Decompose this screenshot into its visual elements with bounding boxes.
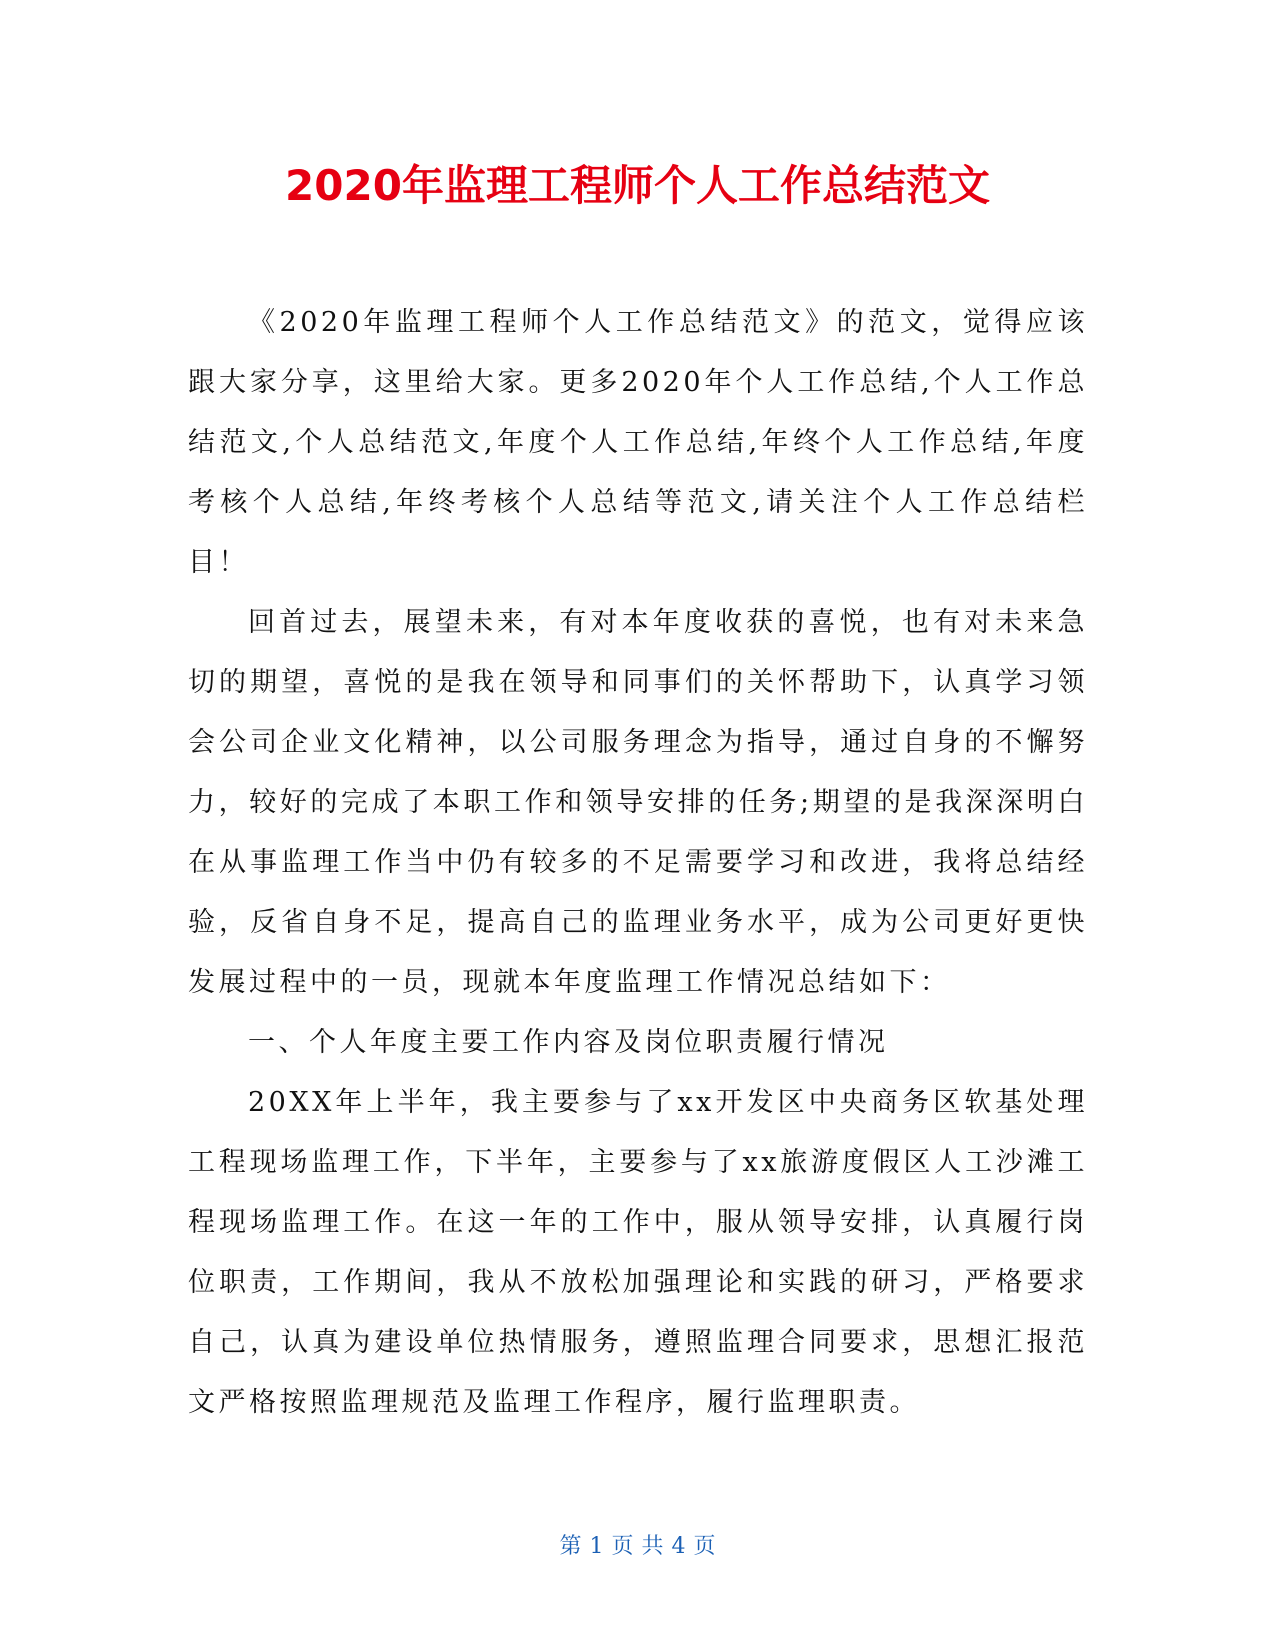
footer-page-suffix: 页 <box>693 1534 716 1559</box>
footer-page-mid: 页 <box>611 1534 634 1559</box>
paragraph-review: 回首过去，展望未来，有对本年度收获的喜悦，也有对未来急切的期望，喜悦的是我在领导和同事们的关怀帮助下，认真学习领会公司企业文化精神，以公司服务理念为指导，通过自身的不懈努力，较好的完成了本职工作和领导安排的任务;期望的是我深深明白在从事监理工作当中仍有较多的不足需要学习和改进，我将总结经验，反省自身不足，提高自己的监理业务水平，成为公司更好更快发展过程中的一员，现就本年度监理工作情况总结如下： <box>188 607 1088 998</box>
footer-total-label: 共 <box>641 1534 664 1559</box>
footer-current-page: 1 <box>589 1534 604 1559</box>
paragraph-work-content: 20XX年上半年，我主要参与了xx开发区中央商务区软基处理工程现场监理工作，下半年，主要参与了xx旅游度假区人工沙滩工程现场监理工作。在这一年的工作中，服从领导安排，认真履行岗位职责，工作期间，我从不放松加强理论和实践的研习，严格要求自己，认真为建设单位热情服务，遵照监理合同要求，思想汇报范文严格按照监理规范及监理工作程序，履行监理职责。 <box>188 1087 1088 1418</box>
footer-page-prefix: 第 <box>559 1534 582 1559</box>
footer-total-pages: 4 <box>671 1534 686 1559</box>
section-heading-1: 一、个人年度主要工作内容及岗位职责履行情况 <box>248 1027 889 1058</box>
document-body <box>188 293 1088 1433</box>
paragraph-intro: 《2020年监理工程师个人工作总结范文》的范文，觉得应该跟大家分享，这里给大家。更多2020年个人工作总结,个人工作总结范文,个人总结范文,年度个人工作总结,年终个人工作总结,年度考核个人总结,年终考核个人总结等范文,请关注个人工作总结栏目！ <box>188 307 1088 578</box>
document-title: 2020年监理工程师个人工作总结范文 <box>285 161 990 210</box>
page-footer <box>0 1532 1275 1562</box>
